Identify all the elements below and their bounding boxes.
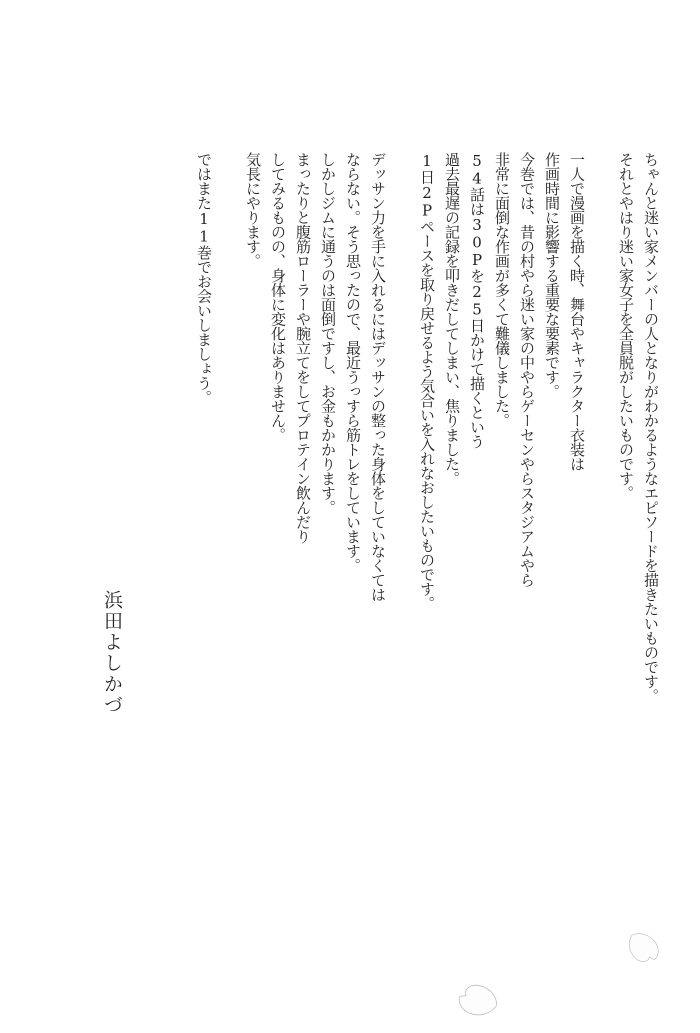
afterword-line: デッサン力を手に入れるにはデッサンの整った身体をしていなくては xyxy=(369,152,387,602)
wave-pattern xyxy=(0,736,700,1033)
afterword-line: 今巻では、昔の村やら迷い家の中やらゲーセンやらスタジアムやら xyxy=(518,152,536,587)
afterword-paragraph xyxy=(414,152,589,737)
afterword-line: ではまた11巻でお会いしましょう。 xyxy=(195,152,213,405)
afterword-paragraph xyxy=(613,152,663,737)
afterword-line: それとやはり迷い家女子を全員脱がしたいものです。 xyxy=(617,152,635,500)
afterword-line: 作画時間に影響する重要な要素です。 xyxy=(543,152,561,399)
afterword-line: 54話は30Pを25日かけて描くという xyxy=(468,152,486,449)
afterword-line: 気長にやります。 xyxy=(244,152,262,268)
afterword-line: しかしジムに通うのは面倒ですし、お金もかかります。 xyxy=(319,152,337,515)
afterword-line: 過去最遅の記録を叩きだしてしまい、焦りました。 xyxy=(443,152,461,486)
afterword-paragraph xyxy=(240,152,390,737)
afterword-line: 非常に面倒な作画が多くて難儀しました。 xyxy=(493,152,511,428)
screentone-band xyxy=(0,0,700,118)
afterword-paragraph xyxy=(191,152,216,737)
afterword-line: 一人で漫画を描く時、舞台やキャラクター衣装は xyxy=(568,152,586,471)
afterword-line: ちゃんと迷い家メンバーの人となりがわかるようなエピソードを描きたいものです。 xyxy=(642,152,660,703)
author-signature: 浜田よしかづ xyxy=(101,590,123,716)
afterword-line: ならない。そう思ったので、最近うっすら筋トレをしています。 xyxy=(344,152,362,573)
afterword-line: まったりと腹筋ローラーや腕立てをしてプロテイン飲んだり xyxy=(294,152,312,544)
afterword-line: してみるものの、身体に変化はありません。 xyxy=(269,152,287,442)
afterword-text xyxy=(191,152,663,737)
afterword-line: 1日2Pペースを取り戻せるよう気合いを入れなおしたいものです。 xyxy=(418,152,436,611)
